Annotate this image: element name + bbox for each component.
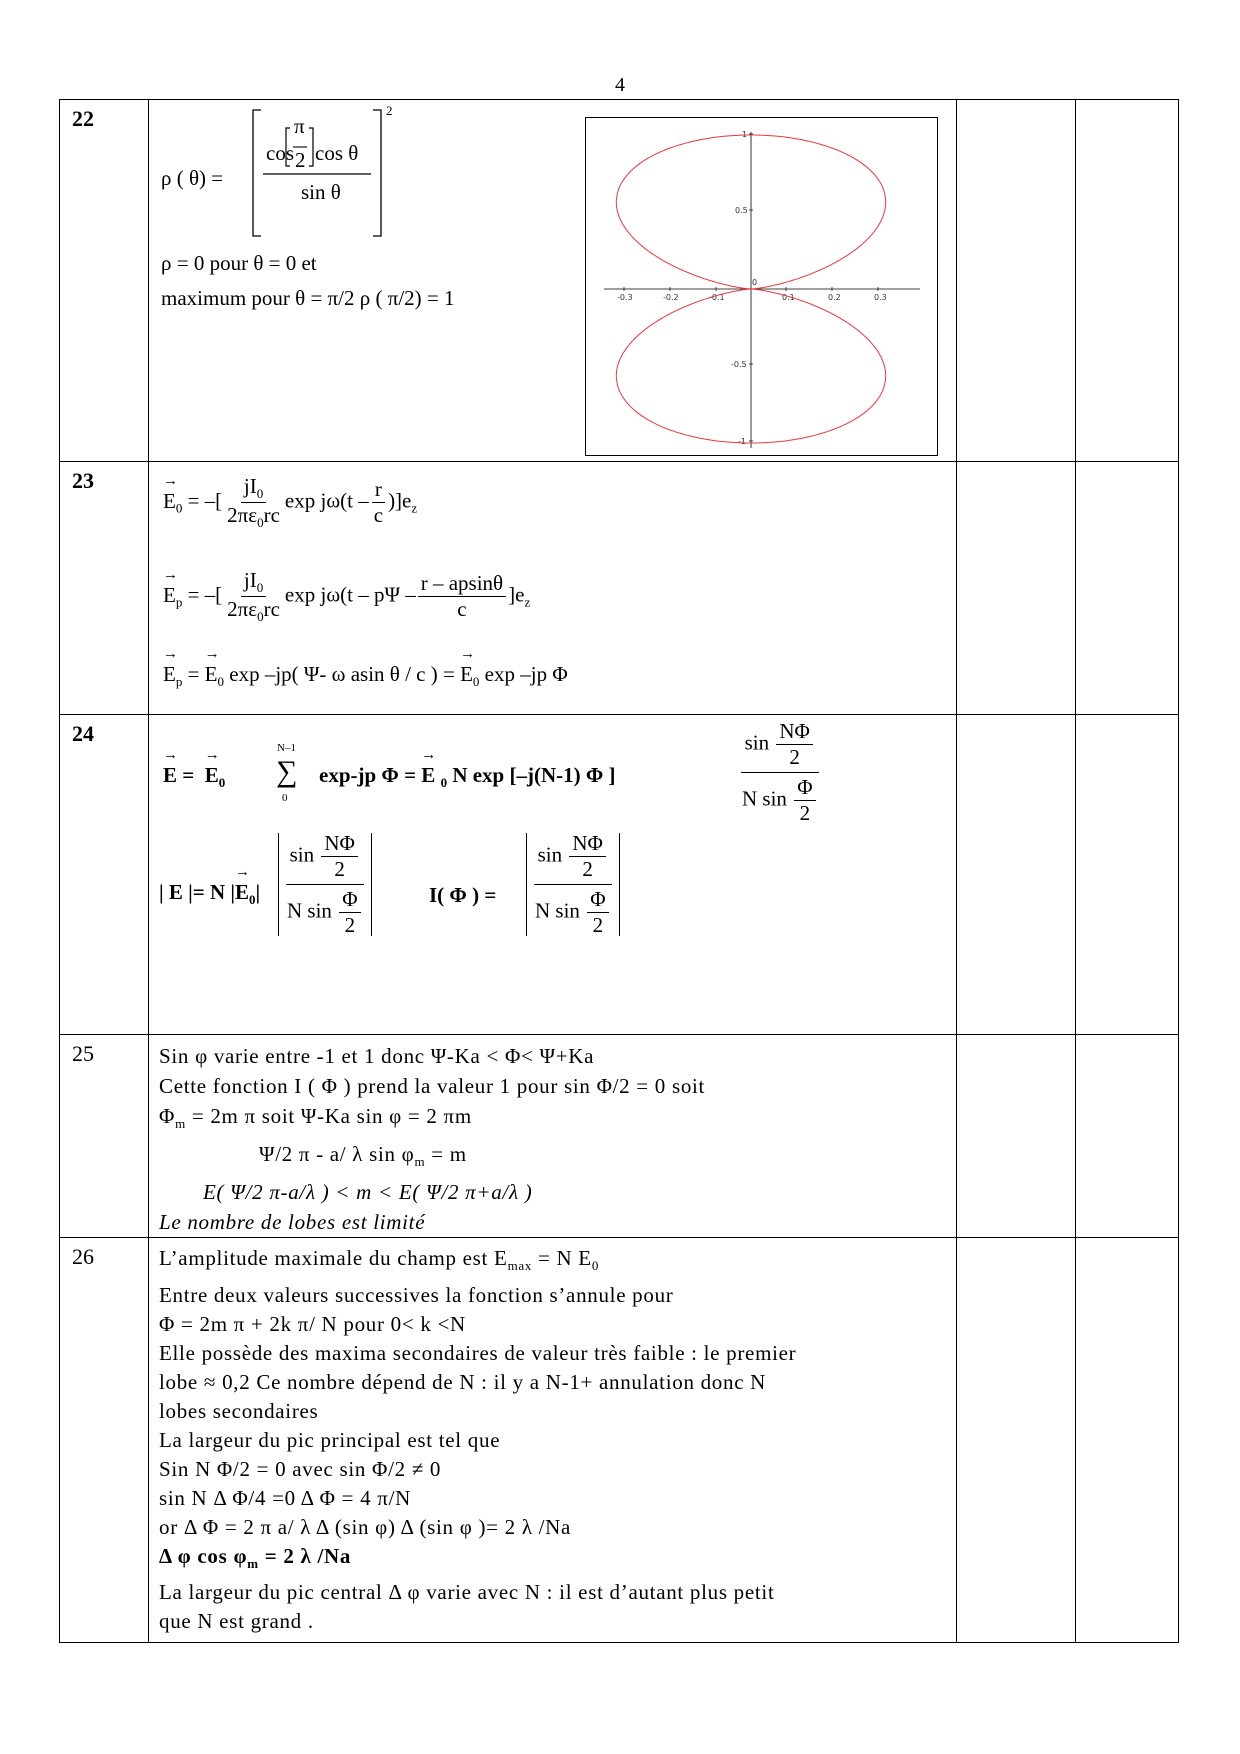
formula-brackets: [249, 103, 409, 240]
intensity-label: I( Φ ) =: [429, 883, 497, 907]
blank-cell: [957, 1035, 1076, 1238]
fraction: $\frac{jI_0}{2\pi\varepsilon_0rc}$: [227, 568, 280, 625]
row-26-text: [149, 1238, 956, 1635]
text-line: Φ = 2m π + 2k π/ N pour 0< k <N: [159, 1311, 466, 1336]
blank-cell: [957, 100, 1076, 462]
y-tick-label: 1: [742, 130, 748, 139]
text-line: E( Ψ/2 π-a/λ ) < m < E( Ψ/2 π+a/λ ): [203, 1180, 533, 1205]
x-tick-label: -0.1: [709, 293, 725, 302]
table-row-22: [60, 100, 1179, 462]
text-line: La largeur du pic central Δ φ varie avec N : il est d’autant plus petit: [159, 1579, 775, 1604]
text-line: Entre deux valeurs successives la fonction s’annule pour: [159, 1282, 674, 1307]
x-tick-label: -0.3: [617, 293, 633, 302]
sub: 0: [175, 500, 183, 516]
abs-ratio: sin $\frac{N\Phi}{2}$ N sin $\frac{\Phi}{2}$: [278, 833, 372, 936]
text-line: Le nombre de lobes est limité: [159, 1210, 426, 1235]
x-tick-label: 0.3: [874, 293, 887, 302]
blank-cell: [1076, 1035, 1179, 1238]
sin-theta-text: sin θ: [301, 180, 341, 204]
sum-lower: 0: [282, 792, 288, 804]
plot-canvas: [586, 118, 937, 455]
rho-zero-line: ρ = 0 pour θ = 0 et: [161, 251, 317, 275]
text-line: lobes secondaires: [159, 1398, 319, 1423]
row-number: 23: [60, 462, 149, 715]
text-line: $\Phi_m = 2m$ π soit Ψ-Ka sin φ = 2 πm: [159, 1104, 472, 1132]
row-number: 24: [60, 715, 149, 1035]
two-text: 2: [295, 148, 306, 172]
table-row-25: [60, 1035, 1179, 1238]
row-content: [149, 100, 957, 462]
exponent: 2: [386, 103, 393, 118]
blank-cell: [1076, 100, 1179, 462]
eq: = –[: [187, 488, 223, 513]
blank-cell: [957, 462, 1076, 715]
exp-term: exp jω(t –: [284, 488, 369, 513]
blank-cell: [1076, 462, 1179, 715]
table-row-23: [60, 462, 1179, 715]
ratio-fraction: sin $\frac{N\Phi}{2}$ N sin $\frac{\Phi}{2}$: [737, 721, 823, 824]
row-number: 26: [60, 1238, 149, 1643]
text-line: Elle possède des maxima secondaires de valeur très faible : le premier: [159, 1340, 797, 1365]
x-tick-label: 0.1: [782, 293, 795, 302]
fraction: $\frac{jI_0}{2\pi\varepsilon_0rc}$: [227, 474, 280, 531]
ep-exp-line: → $E_p$ = → $E_0$ exp –jp( Ψ- ω asin θ / c ) = → $E_0$ exp –jp Φ: [163, 664, 568, 688]
text-line: Sin φ varie entre -1 et 1 donc Ψ-Ka < Φ< Ψ+Ka: [159, 1044, 595, 1068]
text-line: que N est grand .: [159, 1608, 314, 1633]
text-line: Cette fonction I ( Φ ) prend la valeur 1 pour sin Φ/2 = 0 soit: [159, 1074, 706, 1098]
blank-cell: [1076, 715, 1179, 1035]
row-number: 25: [60, 1035, 149, 1238]
text-line: La largeur du pic principal est tel que: [159, 1427, 501, 1452]
fraction: $\frac{r - apsin\theta}{c}$: [418, 573, 506, 620]
text-line: lobe ≈ 0,2 Ce nombre dépend de N : il y a N-1+ annulation donc N: [159, 1369, 767, 1394]
text-line: L’amplitude maximale du champ est $E_{max} = N$ $E_0$: [159, 1246, 600, 1274]
text-line: Ψ/2 π - a/ λ $\sin \varphi_m = m$: [259, 1142, 467, 1170]
sum-upper: N–1: [277, 742, 296, 754]
text-line: Δ φ $\cos \varphi_m = 2$ λ /Na: [159, 1543, 352, 1571]
rho-max-line: maximum pour θ = π/2 ρ ( π/2) = 1: [161, 286, 455, 310]
sigma: ∑: [276, 755, 298, 788]
row-content: [149, 462, 957, 715]
sum-rhs: exp-jp Φ = → E $_0$ N exp [–j(N-1) Φ ]: [319, 765, 616, 789]
blank-cell: [1076, 1238, 1179, 1643]
blank-cell: [957, 715, 1076, 1035]
text-line: or Δ Φ = 2 π a/ λ Δ (sin φ) Δ (sin φ )= 2 λ /Na: [159, 1514, 572, 1539]
table-row-26: [60, 1238, 1179, 1643]
rho-label: ρ ( θ) =: [161, 166, 224, 190]
cos-text: cos: [266, 141, 294, 165]
e0-formula: → $E_0$ = –[ $\frac{jI_0}{2\pi\varepsilon_0rc}$ exp jω(t – $\frac{r}{c}$ )]$e_z$: [163, 476, 417, 529]
table-row-24: [60, 715, 1179, 1035]
fraction: $\frac{r}{c}$: [373, 477, 384, 528]
answer-table: [59, 99, 1179, 1643]
row-25-text: [149, 1035, 956, 1237]
abs-e-formula: | E |= N |→ $E_0|$: [159, 882, 260, 906]
intensity-ratio: sin $\frac{N\Phi}{2}$ N sin $\frac{\Phi}{2}$: [526, 833, 620, 936]
y-tick-label: -0.5: [731, 360, 747, 369]
x-tick-label: 0.2: [828, 293, 841, 302]
page-number: 4: [615, 74, 625, 96]
text-line: Sin N Φ/2 = 0 avec sin Φ/2 ≠ 0: [159, 1456, 442, 1481]
text-line: sin N Δ Φ/4 =0 Δ Φ = 4 π/N: [159, 1485, 411, 1510]
x-tick-label: 0: [752, 278, 758, 287]
polar-plot: [585, 117, 938, 456]
vector-e: → E: [163, 585, 176, 606]
pi-text: π: [294, 114, 305, 138]
y-tick-label: 0.5: [735, 206, 748, 215]
y-tick-label: -1: [738, 437, 746, 446]
row-content: [149, 715, 957, 1035]
ep-formula: → $E_p$ = –[ $\frac{jI_0}{2\pi\varepsilon_0rc}$ exp jω(t – pΨ – $\frac{r - apsin\theta}{c}$ ]$e_z$: [163, 570, 530, 623]
sum-formula: → E = → $E_0$: [163, 765, 225, 789]
row-content: [149, 1238, 957, 1643]
vector-e: → E: [163, 491, 176, 512]
row-number: 22: [60, 100, 149, 462]
x-tick-label: -0.2: [663, 293, 679, 302]
blank-cell: [957, 1238, 1076, 1643]
cos-theta-text: cos θ: [315, 141, 359, 165]
row-content: [149, 1035, 957, 1238]
